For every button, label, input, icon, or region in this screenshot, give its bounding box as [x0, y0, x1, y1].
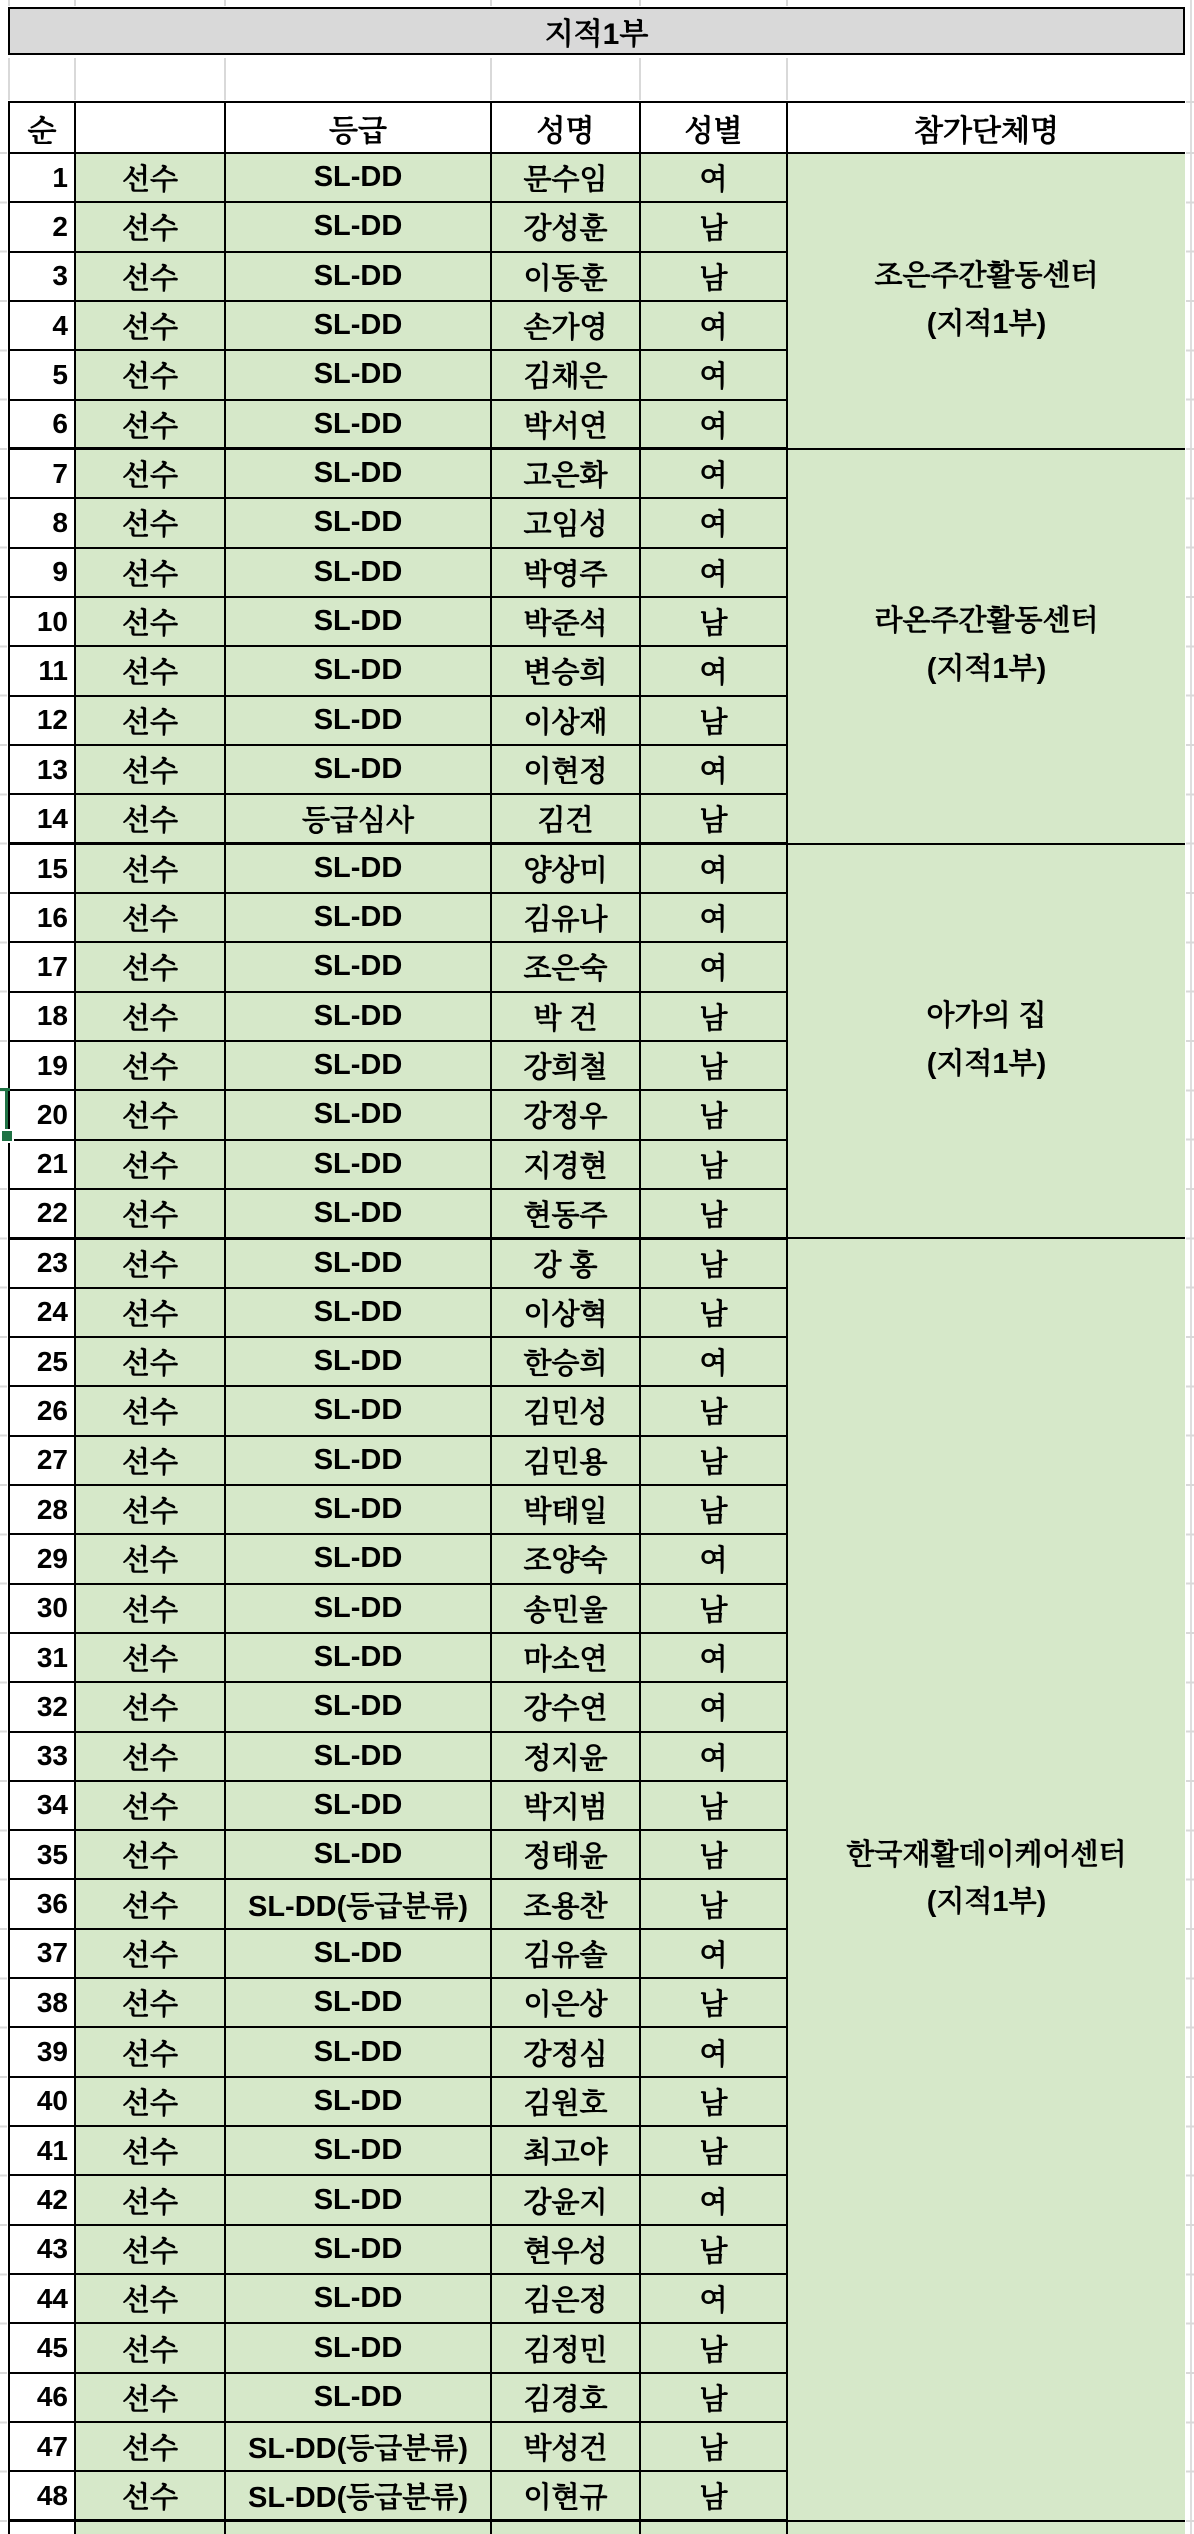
- cell-gender[interactable]: 남: [640, 1288, 787, 1337]
- cell-role[interactable]: 선수: [75, 1288, 225, 1337]
- org-division: (지적1부): [926, 653, 1047, 686]
- cell-seq[interactable]: 30: [9, 1584, 75, 1633]
- cell-name[interactable]: 강윤지: [491, 2175, 640, 2224]
- cell-grade[interactable]: SL-DD: [225, 2175, 491, 2224]
- roster-table: [8, 101, 1185, 2534]
- cell-grade[interactable]: SL-DD: [225, 2274, 491, 2323]
- gridlines-h-left-strip: [0, 152, 7, 2534]
- cell-name[interactable]: 손가영: [491, 301, 640, 350]
- cell-role[interactable]: 선수: [75, 252, 225, 301]
- cell-gender[interactable]: 여: [640, 942, 787, 991]
- cell-seq[interactable]: 48: [9, 2471, 75, 2520]
- cell-grade[interactable]: SL-DD: [225, 1090, 491, 1139]
- cell-grade[interactable]: SL-DD: [225, 1781, 491, 1830]
- cell-role[interactable]: 선수: [75, 1485, 225, 1534]
- cell-seq[interactable]: 34: [9, 1781, 75, 1830]
- cell-role[interactable]: 선수: [75, 597, 225, 646]
- cell-gender[interactable]: 여: [640, 350, 787, 399]
- cell-seq[interactable]: 15: [9, 844, 75, 893]
- cell-gender[interactable]: 남: [640, 2373, 787, 2422]
- cell-gender[interactable]: 남: [640, 1978, 787, 2027]
- cell-gender[interactable]: 남: [640, 1189, 787, 1238]
- cell-seq[interactable]: 18: [9, 992, 75, 1041]
- cell-name[interactable]: 최고야: [491, 2126, 640, 2175]
- cell-role[interactable]: 선수: [75, 350, 225, 399]
- cell-grade[interactable]: SL-DD: [225, 1041, 491, 1090]
- cell-role[interactable]: 선수: [75, 301, 225, 350]
- cell-seq[interactable]: 39: [9, 2027, 75, 2076]
- cell-gender[interactable]: 남: [640, 1879, 787, 1928]
- header-seq[interactable]: 순: [9, 102, 75, 153]
- cell-grade[interactable]: SL-DD: [225, 1140, 491, 1189]
- table-body: [9, 153, 1185, 2534]
- cell-role[interactable]: 선수: [75, 153, 225, 202]
- cell-role[interactable]: 선수: [75, 1633, 225, 1682]
- cell-name[interactable]: 조용찬: [491, 1879, 640, 1928]
- cell-gender[interactable]: 남: [640, 1781, 787, 1830]
- cell-seq[interactable]: 23: [9, 1238, 75, 1287]
- cell-name[interactable]: 고은화: [491, 449, 640, 498]
- cell-seq[interactable]: 27: [9, 1436, 75, 1485]
- cell-grade[interactable]: SL-DD: [225, 844, 491, 893]
- cell-seq[interactable]: 47: [9, 2422, 75, 2471]
- org-division: (지적1부): [926, 1886, 1047, 1919]
- cell-gender[interactable]: 여: [640, 2274, 787, 2323]
- org-division: (지적1부): [926, 307, 1047, 340]
- cell-role[interactable]: 선수: [75, 2175, 225, 2224]
- cell-grade[interactable]: SL-DD: [225, 1682, 491, 1731]
- table-row: [9, 844, 1185, 893]
- cell-gender[interactable]: 여: [640, 1682, 787, 1731]
- cell-empty[interactable]: [225, 2521, 491, 2534]
- cell-grade[interactable]: SL-DD: [225, 1485, 491, 1534]
- cell-seq[interactable]: 29: [9, 1534, 75, 1583]
- gridline-v: [8, 0, 10, 6]
- gridline-v: [490, 58, 492, 100]
- cell-role[interactable]: 선수: [75, 844, 225, 893]
- selection-fill-handle[interactable]: [0, 1129, 14, 1143]
- cell-grade[interactable]: SL-DD: [225, 2373, 491, 2422]
- cell-name[interactable]: 고임성: [491, 498, 640, 547]
- cell-seq[interactable]: 12: [9, 696, 75, 745]
- cell-empty[interactable]: [491, 2521, 640, 2534]
- cell-seq[interactable]: 10: [9, 597, 75, 646]
- cell-role[interactable]: 선수: [75, 1978, 225, 2027]
- cell-seq[interactable]: 33: [9, 1732, 75, 1781]
- cell-role[interactable]: 선수: [75, 1189, 225, 1238]
- cell-gender[interactable]: 남: [640, 202, 787, 251]
- cell-org-merged[interactable]: [787, 449, 1185, 844]
- cell-gender[interactable]: 남: [640, 2077, 787, 2126]
- cell-gender[interactable]: 남: [640, 1485, 787, 1534]
- cell-empty[interactable]: [75, 2521, 225, 2534]
- cell-seq[interactable]: 14: [9, 794, 75, 843]
- cell-name[interactable]: 강수연: [491, 1682, 640, 1731]
- cell-grade[interactable]: 등급심사: [225, 794, 491, 843]
- cell-name[interactable]: 김민성: [491, 1386, 640, 1435]
- header-gender[interactable]: 성별: [640, 102, 787, 153]
- cell-grade[interactable]: SL-DD: [225, 400, 491, 449]
- cell-grade[interactable]: SL-DD: [225, 696, 491, 745]
- cell-seq[interactable]: 3: [9, 252, 75, 301]
- cell-role[interactable]: 선수: [75, 1140, 225, 1189]
- cell-grade[interactable]: SL-DD: [225, 1189, 491, 1238]
- cell-grade[interactable]: SL-DD: [225, 1584, 491, 1633]
- cell-grade[interactable]: SL-DD: [225, 745, 491, 794]
- cell-gender[interactable]: 남: [640, 2323, 787, 2372]
- cell-seq[interactable]: 5: [9, 350, 75, 399]
- cell-empty[interactable]: [640, 2521, 787, 2534]
- cell-seq[interactable]: 6: [9, 400, 75, 449]
- cell-gender[interactable]: 남: [640, 1041, 787, 1090]
- cell-gender[interactable]: 여: [640, 2027, 787, 2076]
- cell-name[interactable]: 박성건: [491, 2422, 640, 2471]
- cell-name[interactable]: 강정우: [491, 1090, 640, 1139]
- cell-name[interactable]: 정지윤: [491, 1732, 640, 1781]
- cell-seq[interactable]: 44: [9, 2274, 75, 2323]
- cell-name[interactable]: 송민울: [491, 1584, 640, 1633]
- gridlines-h-right-strip: [1186, 152, 1194, 2534]
- cell-name[interactable]: 이동훈: [491, 252, 640, 301]
- cell-seq[interactable]: 25: [9, 1337, 75, 1386]
- cell-grade[interactable]: SL-DD: [225, 301, 491, 350]
- header-row: [9, 102, 1185, 153]
- cell-seq[interactable]: 38: [9, 1978, 75, 2027]
- cell-role[interactable]: 선수: [75, 449, 225, 498]
- header-org[interactable]: 참가단체명: [787, 102, 1185, 153]
- cell-role[interactable]: 선수: [75, 794, 225, 843]
- cell-seq[interactable]: 43: [9, 2225, 75, 2274]
- table-row: [9, 449, 1185, 498]
- cell-seq[interactable]: 40: [9, 2077, 75, 2126]
- gridline-v: [786, 0, 788, 6]
- cell-grade[interactable]: SL-DD: [225, 1386, 491, 1435]
- cell-seq[interactable]: 9: [9, 548, 75, 597]
- cell-role[interactable]: 선수: [75, 1879, 225, 1928]
- cell-grade[interactable]: SL-DD: [225, 1534, 491, 1583]
- cell-grade[interactable]: SL-DD: [225, 893, 491, 942]
- cell-name[interactable]: 박준석: [491, 597, 640, 646]
- cell-seq[interactable]: 1: [9, 153, 75, 202]
- cell-role[interactable]: 선수: [75, 2126, 225, 2175]
- cell-name[interactable]: 김원호: [491, 2077, 640, 2126]
- page-title: 지적1부: [544, 18, 649, 51]
- gridline-v: [224, 0, 226, 6]
- cell-gender[interactable]: 여: [640, 745, 787, 794]
- cell-grade[interactable]: SL-DD: [225, 1929, 491, 1978]
- table-row-partial: [9, 2521, 1185, 2534]
- cell-gender[interactable]: 남: [640, 2422, 787, 2471]
- cell-role[interactable]: 선수: [75, 1584, 225, 1633]
- cell-gender[interactable]: 여: [640, 449, 787, 498]
- cell-role[interactable]: 선수: [75, 2422, 225, 2471]
- cell-role[interactable]: 선수: [75, 942, 225, 991]
- cell-seq[interactable]: 35: [9, 1830, 75, 1879]
- gridline-v: [224, 58, 226, 100]
- cell-name[interactable]: 강희철: [491, 1041, 640, 1090]
- cell-role[interactable]: 선수: [75, 1732, 225, 1781]
- gridline-v: [74, 58, 76, 100]
- cell-grade[interactable]: SL-DD: [225, 597, 491, 646]
- cell-name[interactable]: 김은정: [491, 2274, 640, 2323]
- header-grade[interactable]: 등급: [225, 102, 491, 153]
- org-name: 아가의 집: [926, 1000, 1047, 1033]
- cell-seq[interactable]: 19: [9, 1041, 75, 1090]
- cell-name[interactable]: 현우성: [491, 2225, 640, 2274]
- cell-grade[interactable]: SL-DD: [225, 942, 491, 991]
- cell-name[interactable]: 양상미: [491, 844, 640, 893]
- cell-seq[interactable]: 20: [9, 1090, 75, 1139]
- org-name: 조은주간활동센터: [874, 260, 1099, 293]
- cell-gender[interactable]: 남: [640, 597, 787, 646]
- header-role[interactable]: [75, 102, 225, 153]
- cell-seq[interactable]: 28: [9, 1485, 75, 1534]
- cell-grade[interactable]: SL-DD: [225, 202, 491, 251]
- cell-role[interactable]: 선수: [75, 1041, 225, 1090]
- gridline-v: [74, 0, 76, 6]
- cell-role[interactable]: 선수: [75, 2027, 225, 2076]
- cell-name[interactable]: 이상혁: [491, 1288, 640, 1337]
- cell-seq[interactable]: 7: [9, 449, 75, 498]
- cell-grade[interactable]: SL-DD: [225, 252, 491, 301]
- cell-gender[interactable]: 남: [640, 252, 787, 301]
- cell-gender[interactable]: 여: [640, 498, 787, 547]
- cell-seq[interactable]: 11: [9, 646, 75, 695]
- cell-gender[interactable]: 여: [640, 400, 787, 449]
- cell-gender[interactable]: 여: [640, 2175, 787, 2224]
- cell-name[interactable]: 이은상: [491, 1978, 640, 2027]
- cell-name[interactable]: 박서연: [491, 400, 640, 449]
- cell-name[interactable]: 박영주: [491, 548, 640, 597]
- cell-seq[interactable]: 24: [9, 1288, 75, 1337]
- cell-seq[interactable]: 32: [9, 1682, 75, 1731]
- cell-seq[interactable]: 31: [9, 1633, 75, 1682]
- cell-gender[interactable]: 여: [640, 646, 787, 695]
- cell-name[interactable]: 정태윤: [491, 1830, 640, 1879]
- cell-role[interactable]: 선수: [75, 2471, 225, 2520]
- cell-seq[interactable]: 36: [9, 1879, 75, 1928]
- cell-role[interactable]: 선수: [75, 2077, 225, 2126]
- cell-seq[interactable]: 22: [9, 1189, 75, 1238]
- cell-name[interactable]: 이현규: [491, 2471, 640, 2520]
- cell-grade[interactable]: SL-DD: [225, 153, 491, 202]
- cell-grade[interactable]: SL-DD: [225, 1238, 491, 1287]
- cell-seq[interactable]: 21: [9, 1140, 75, 1189]
- cell-grade[interactable]: SL-DD: [225, 1633, 491, 1682]
- cell-role[interactable]: 선수: [75, 696, 225, 745]
- cell-gender[interactable]: 남: [640, 1436, 787, 1485]
- cell-name[interactable]: 김유나: [491, 893, 640, 942]
- org-name: 한국재활데이케어센터: [846, 1838, 1127, 1871]
- cell-grade[interactable]: SL-DD: [225, 350, 491, 399]
- cell-gender[interactable]: 남: [640, 2225, 787, 2274]
- cell-seq[interactable]: 4: [9, 301, 75, 350]
- cell-gender[interactable]: 여: [640, 893, 787, 942]
- cell-grade[interactable]: SL-DD: [225, 548, 491, 597]
- cell-role[interactable]: 선수: [75, 1090, 225, 1139]
- cell-name[interactable]: 박태일: [491, 1485, 640, 1534]
- cell-gender[interactable]: 여: [640, 1929, 787, 1978]
- cell-grade[interactable]: SL-DD: [225, 498, 491, 547]
- cell-gender[interactable]: 남: [640, 1238, 787, 1287]
- cell-name[interactable]: 김유솔: [491, 1929, 640, 1978]
- cell-grade[interactable]: SL-DD(등급분류): [225, 2422, 491, 2471]
- cell-grade[interactable]: SL-DD: [225, 2077, 491, 2126]
- cell-seq[interactable]: 45: [9, 2323, 75, 2372]
- cell-seq[interactable]: 2: [9, 202, 75, 251]
- cell-role[interactable]: 선수: [75, 400, 225, 449]
- cell-gender[interactable]: 여: [640, 1633, 787, 1682]
- cell-name[interactable]: 강정심: [491, 2027, 640, 2076]
- cell-grade[interactable]: SL-DD: [225, 1830, 491, 1879]
- cell-role[interactable]: 선수: [75, 2274, 225, 2323]
- cell-name[interactable]: 강성훈: [491, 202, 640, 251]
- cell-role[interactable]: 선수: [75, 1830, 225, 1879]
- cell-name[interactable]: 문수임: [491, 153, 640, 202]
- cell-gender[interactable]: 여: [640, 844, 787, 893]
- cell-role[interactable]: 선수: [75, 1781, 225, 1830]
- gridline-v: [8, 58, 10, 100]
- cell-name[interactable]: 이현정: [491, 745, 640, 794]
- cell-gender[interactable]: 여: [640, 1732, 787, 1781]
- cell-gender[interactable]: 남: [640, 1140, 787, 1189]
- cell-name[interactable]: 강 홍: [491, 1238, 640, 1287]
- cell-name[interactable]: 조양숙: [491, 1534, 640, 1583]
- cell-grade[interactable]: SL-DD: [225, 449, 491, 498]
- cell-role[interactable]: 선수: [75, 2225, 225, 2274]
- cell-gender[interactable]: 남: [640, 794, 787, 843]
- cell-grade[interactable]: SL-DD: [225, 2126, 491, 2175]
- cell-role[interactable]: 선수: [75, 2323, 225, 2372]
- cell-gender[interactable]: 남: [640, 1830, 787, 1879]
- cell-role[interactable]: 선수: [75, 1238, 225, 1287]
- cell-gender[interactable]: 남: [640, 1584, 787, 1633]
- header-name[interactable]: 성명: [491, 102, 640, 153]
- cell-grade[interactable]: SL-DD: [225, 1337, 491, 1386]
- cell-role[interactable]: 선수: [75, 2373, 225, 2422]
- cell-org-merged[interactable]: [787, 844, 1185, 1239]
- cell-role[interactable]: 선수: [75, 1436, 225, 1485]
- cell-name[interactable]: 지경현: [491, 1140, 640, 1189]
- cell-org-merged[interactable]: [787, 1238, 1185, 2521]
- cell-role[interactable]: 선수: [75, 646, 225, 695]
- cell-grade[interactable]: SL-DD: [225, 992, 491, 1041]
- cell-empty[interactable]: [787, 2521, 1185, 2534]
- cell-grade[interactable]: SL-DD: [225, 1978, 491, 2027]
- cell-gender[interactable]: 여: [640, 301, 787, 350]
- cell-seq[interactable]: 46: [9, 2373, 75, 2422]
- cell-seq[interactable]: 16: [9, 893, 75, 942]
- cell-seq[interactable]: 41: [9, 2126, 75, 2175]
- cell-grade[interactable]: SL-DD: [225, 1436, 491, 1485]
- cell-role[interactable]: 선수: [75, 1386, 225, 1435]
- cell-gender[interactable]: 남: [640, 992, 787, 1041]
- cell-seq[interactable]: 17: [9, 942, 75, 991]
- cell-gender[interactable]: 여: [640, 548, 787, 597]
- cell-role[interactable]: 선수: [75, 1337, 225, 1386]
- cell-seq[interactable]: [9, 2521, 75, 2534]
- table-row: [9, 1238, 1185, 1287]
- cell-name[interactable]: 박 건: [491, 992, 640, 1041]
- cell-grade[interactable]: SL-DD(등급분류): [225, 1879, 491, 1928]
- cell-role[interactable]: 선수: [75, 893, 225, 942]
- cell-gender[interactable]: 남: [640, 2471, 787, 2520]
- cell-gender[interactable]: 남: [640, 1386, 787, 1435]
- cell-gender[interactable]: 남: [640, 696, 787, 745]
- cell-grade[interactable]: SL-DD: [225, 646, 491, 695]
- cell-gender[interactable]: 여: [640, 1534, 787, 1583]
- gridline-h: [1186, 101, 1194, 103]
- cell-role[interactable]: 선수: [75, 498, 225, 547]
- cell-role[interactable]: 선수: [75, 202, 225, 251]
- cell-grade[interactable]: SL-DD: [225, 2323, 491, 2372]
- gridline-v: [490, 0, 492, 6]
- cell-gender[interactable]: 남: [640, 2126, 787, 2175]
- cell-role[interactable]: 선수: [75, 992, 225, 1041]
- cell-grade[interactable]: SL-DD(등급분류): [225, 2471, 491, 2520]
- cell-name[interactable]: 김경호: [491, 2373, 640, 2422]
- cell-role[interactable]: 선수: [75, 745, 225, 794]
- cell-role[interactable]: 선수: [75, 1929, 225, 1978]
- cell-grade[interactable]: SL-DD: [225, 1732, 491, 1781]
- roster-table-wrap: [8, 101, 1185, 2534]
- cell-name[interactable]: 한승희: [491, 1337, 640, 1386]
- gridline-v: [786, 58, 788, 100]
- cell-name[interactable]: 김건: [491, 794, 640, 843]
- org-division: (지적1부): [926, 1047, 1047, 1080]
- cell-grade[interactable]: SL-DD: [225, 1288, 491, 1337]
- cell-name[interactable]: 김정민: [491, 2323, 640, 2372]
- cell-name[interactable]: 현동주: [491, 1189, 640, 1238]
- cell-role[interactable]: 선수: [75, 548, 225, 597]
- gridline-v: [639, 58, 641, 100]
- cell-gender[interactable]: 여: [640, 153, 787, 202]
- cell-seq[interactable]: 26: [9, 1386, 75, 1435]
- cell-gender[interactable]: 여: [640, 1337, 787, 1386]
- table-row: [9, 153, 1185, 202]
- gridline-v: [639, 0, 641, 6]
- cell-role[interactable]: 선수: [75, 1682, 225, 1731]
- cell-name[interactable]: 조은숙: [491, 942, 640, 991]
- cell-name[interactable]: 김민용: [491, 1436, 640, 1485]
- cell-seq[interactable]: 13: [9, 745, 75, 794]
- cell-name[interactable]: 박지범: [491, 1781, 640, 1830]
- sheet-title-cell[interactable]: [8, 7, 1185, 55]
- cell-name[interactable]: 이상재: [491, 696, 640, 745]
- cell-org-merged[interactable]: [787, 153, 1185, 449]
- org-name: 라온주간활동센터: [874, 605, 1099, 638]
- cell-seq[interactable]: 37: [9, 1929, 75, 1978]
- cell-grade[interactable]: SL-DD: [225, 2027, 491, 2076]
- cell-grade[interactable]: SL-DD: [225, 2225, 491, 2274]
- cell-name[interactable]: 마소연: [491, 1633, 640, 1682]
- cell-role[interactable]: 선수: [75, 1534, 225, 1583]
- cell-name[interactable]: 김채은: [491, 350, 640, 399]
- selection-border-right: [5, 1088, 8, 1131]
- cell-seq[interactable]: 42: [9, 2175, 75, 2224]
- cell-seq[interactable]: 8: [9, 498, 75, 547]
- cell-gender[interactable]: 남: [640, 1090, 787, 1139]
- cell-name[interactable]: 변승희: [491, 646, 640, 695]
